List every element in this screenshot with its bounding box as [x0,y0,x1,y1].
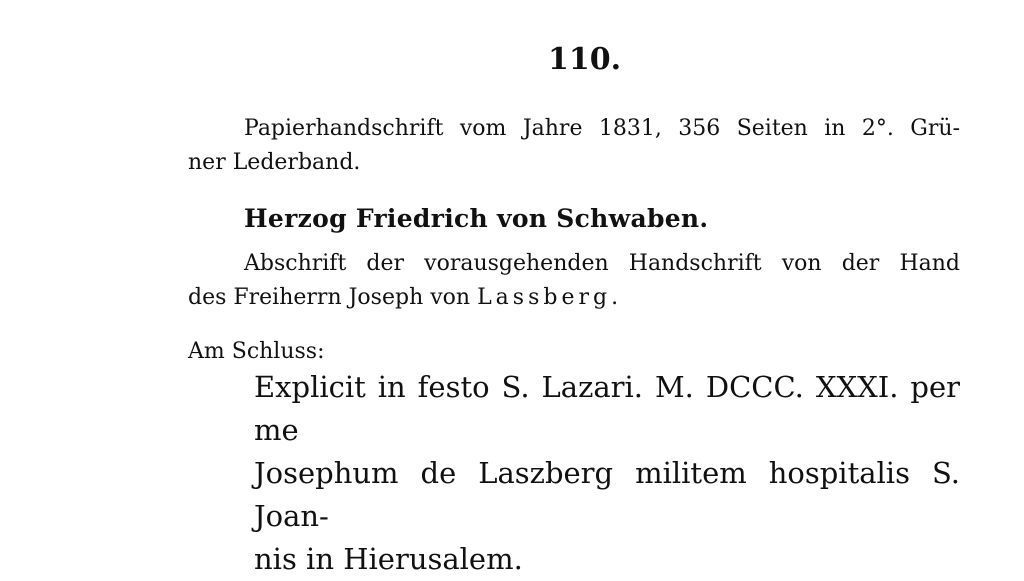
explicit-line-2: Josephum de Laszberg militem hospitalis S. Joan- [254,456,960,533]
explicit-line-1: Explicit in festo S. Lazari. M. DCCC. XXXI. per me [254,370,960,447]
description-line-1: Papierhandschrift vom Jahre 1831, 356 Seiten in 2°. Grü- [244,116,960,141]
copy-note-line-2 [188,281,960,315]
manuscript-description [188,112,960,180]
section-heading: Herzog Friedrich von Schwaben. [244,204,709,233]
copy-note-suffix: . [611,285,619,310]
explicit-quote [254,366,960,581]
copy-note [188,247,960,315]
closing-label: Am Schluss: [188,339,325,364]
copy-note-name: Lassberg [477,285,612,310]
page-number: 110. [548,42,622,77]
description-line-2: ner Lederband. [188,150,361,175]
copy-note-prefix: des Freiherrn Joseph von [188,285,478,310]
explicit-line-3: nis in Hierusalem. [254,542,523,576]
copy-note-line-1: Abschrift der vorausgehenden Handschrift von der Hand [244,251,960,276]
